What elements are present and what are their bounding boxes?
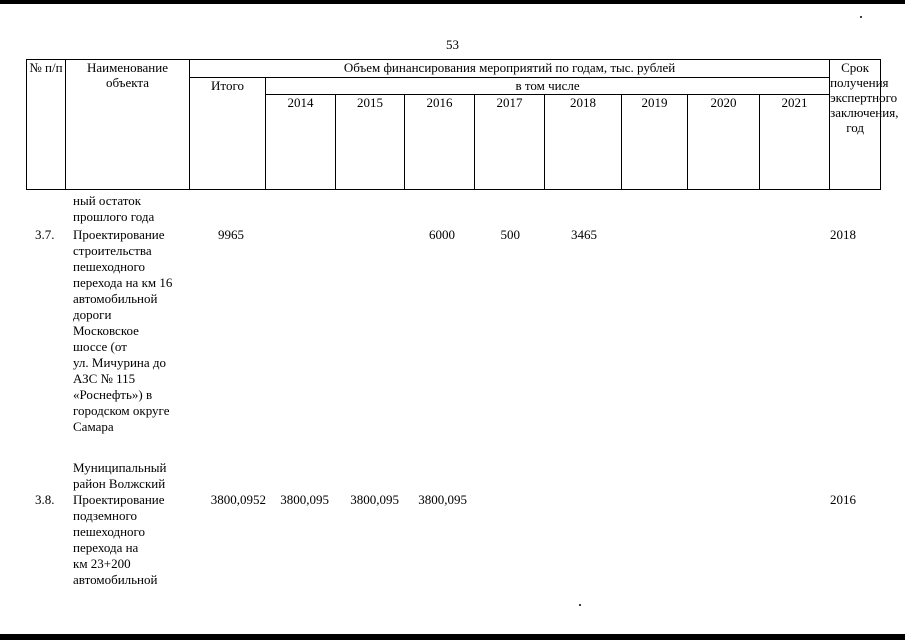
scan-speck [579,604,581,606]
header-year-2015: 2015 [336,95,405,190]
row-name: Проектирование строительства пешеходного перехода на км 16 автомобильной дороги Московское шоссе (от ул. Мичурина до АЗС № 115 «Роснефть») в городском округе Самара [73,227,173,434]
table-header [26,59,899,190]
bottom-border [0,634,905,640]
header-year-2018: 2018 [545,95,622,190]
header-col-name: Наименование объекта [66,60,190,190]
row-deadline: 2016 [830,492,856,507]
header-year-2020: 2020 [688,95,760,190]
row-value-2018: 3465 [571,227,597,242]
row-value-2016: 6000 [429,227,455,242]
page-number: 53 [446,37,459,52]
row-value-2017: 500 [500,227,520,242]
row-deadline: 2018 [830,227,856,242]
header-year-2014: 2014 [266,95,336,190]
header-year-2016: 2016 [405,95,475,190]
row-value-2014: 3800,095 [280,492,329,507]
row-value-2015: 3800,095 [350,492,399,507]
section-label: Муниципальный район Волжский [73,460,167,491]
header-year-2021: 2021 [760,95,830,190]
header-col-no: № п/п [27,60,66,190]
header-col-including: в том числе [266,78,830,95]
top-border [0,0,905,4]
row-value-2016: 3800,095 [418,492,467,507]
row-number: 3.8. [35,492,55,507]
header-col-deadline: Срок получения экспертного заключения, год [830,60,881,190]
continuation-text: ный остаток прошлого года [73,193,155,224]
row-total: 3800,0952 [210,492,266,507]
row-total: 9965 [218,227,244,242]
scan-speck [860,16,862,18]
row-name: Проектирование подземного пешеходного перехода на км 23+200 автомобильной [73,492,165,587]
header-year-2019: 2019 [622,95,688,190]
header-col-funding: Объем финансирования мероприятий по годам, тыс. рублей [190,60,830,78]
header-col-total: Итого [190,78,266,190]
header-year-2017: 2017 [475,95,545,190]
row-number: 3.7. [35,227,55,242]
